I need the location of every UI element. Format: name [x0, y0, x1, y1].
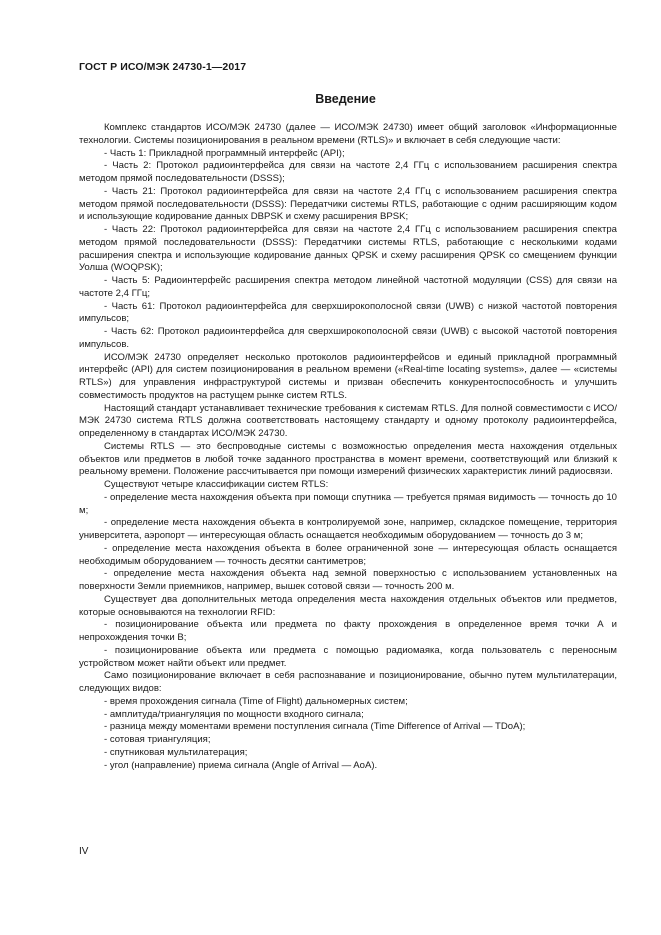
list-item: - сотовая триангуляция;: [104, 734, 211, 745]
list-item: - определение места нахождения объекта над земной поверхностью с использованием установленных на поверхности Земли приемников, например, вышек сотовой связи — точность 200 м.: [79, 568, 617, 592]
list-item: - позиционирование объекта или предмета по факту прохождения в определенное время точки А и непрохождения точки В;: [79, 619, 617, 643]
paragraph: Настоящий стандарт устанавливает технические требования к системам RTLS. Для полной совместимости с ИСО/МЭК 24730 система RTLS должна соответствовать настоящему стандарту и одному протоколу радиоинтерфейса, определенному в стандартах ИСО/МЭК 24730.: [79, 402, 617, 439]
paragraph: Комплекс стандартов ИСО/МЭК 24730 (далее — ИСО/МЭК 24730) имеет общий заголовок «Информационные технологии. Системы позиционирования в реальном времени (RTLS)» и включает в себя следующие части:: [79, 122, 617, 146]
list-item: - Часть 21: Протокол радиоинтерфейса для связи на частоте 2,4 ГГц с использованием расширения спектра методом прямой последовательности (DSSS): Передатчики системы RTLS, работающие с одним расширяющим кодом и использующие кодирование данных DBPSK и схему расширения BPSK;: [79, 185, 617, 223]
paragraph: Системы RTLS — это беспроводные системы с возможностью определения места нахождения отдельных объектов или предметов в любой точке заданного пространства в момент времени, соответствующий или близкий к реальному времени. Положение рассчитывается при помощи измерений физических характеристик линий радиосвязи.: [79, 440, 617, 478]
body-text: [79, 122, 617, 772]
list-item: - Часть 5: Радиоинтерфейс расширения спектра методом линейной частотной модуляции (CSS) для связи на частоте 2,4 ГГц;: [79, 275, 617, 299]
list-item: - определение места нахождения объекта в более ограниченной зоне — интересующая область оснащается необходимым оборудованием — точность десятки сантиметров;: [79, 542, 617, 567]
list-item: - Часть 62: Протокол радиоинтерфейса для сверхширокополосной связи (UWB) с высокой частотой повторения импульсов.: [79, 326, 617, 350]
list-item: - амплитуда/триангуляция по мощности входного сигнала;: [104, 708, 364, 720]
list-item: - спутниковая мультилатерация;: [104, 746, 248, 758]
list-item: - Часть 22: Протокол радиоинтерфейса для связи на частоте 2,4 ГГц с использованием расширения спектра методом прямой последовательности (DSSS): Передатчики системы RTLS, работающие с несколькими кодами расширения спектра и использующие кодирование данных QPSK и схему расширения QPSK со смещением функции Уолша (WOQPSK);: [79, 224, 617, 274]
section-title: Введение: [315, 92, 376, 106]
list-item: - Часть 1: Прикладной программный интерфейс (API);: [104, 147, 345, 159]
list-item: - Часть 2: Протокол радиоинтерфейса для связи на частоте 2,4 ГГц с использованием расширения спектра методом прямой последовательности (DSSS);: [79, 160, 617, 184]
paragraph: ИСО/МЭК 24730 определяет несколько протоколов радиоинтерфейсов и единый прикладной программный интерфейс (API) для систем позиционирования в реальном времени («Real-time locating systems», далее — «системы RTLS») для управления инфраструктурой системы и призван обеспечить конкурентоспособность и улучшить совместимость продуктов на растущем рынке систем RTLS.: [79, 351, 617, 401]
document-code-header: ГОСТ Р ИСО/МЭК 24730-1—2017: [79, 61, 247, 73]
paragraph: Само позиционирование включает в себя распознавание и позиционирование, обычно путем мультилатерации, следующих видов:: [79, 670, 617, 694]
paragraph: Существует два дополнительных метода определения места нахождения отдельных объектов или предметов, которые основываются на технологии RFID:: [79, 593, 617, 618]
list-item: - определение места нахождения объекта в контролируемой зоне, например, складское помещение, территория университета, аэропорт — интересующая область оснащается необходимым оборудованием — точность до 3 м;: [79, 517, 617, 541]
paragraph: Существуют четыре классификации систем RTLS:: [104, 479, 329, 490]
list-item: - время прохождения сигнала (Time of Flight) дальномерных систем;: [104, 695, 408, 707]
list-item: - определение места нахождения объекта при помощи спутника — требуется прямая видимость — точность до 10 м;: [79, 491, 617, 516]
page-number: IV: [79, 846, 89, 857]
list-item: - разница между моментами времени поступления сигнала (Time Difference of Arrival — TDoA);: [104, 721, 526, 733]
list-item: - позиционирование объекта или предмета с помощью радиомаяка, когда пользователь с переносным устройством может найти объект или предмет.: [79, 644, 617, 669]
list-item: - угол (направление) приема сигнала (Angle of Arrival — AoA).: [104, 759, 378, 771]
list-item: - Часть 61: Протокол радиоинтерфейса для сверхширокополосной связи (UWB) с низкой частотой повторения импульсов;: [79, 300, 617, 325]
